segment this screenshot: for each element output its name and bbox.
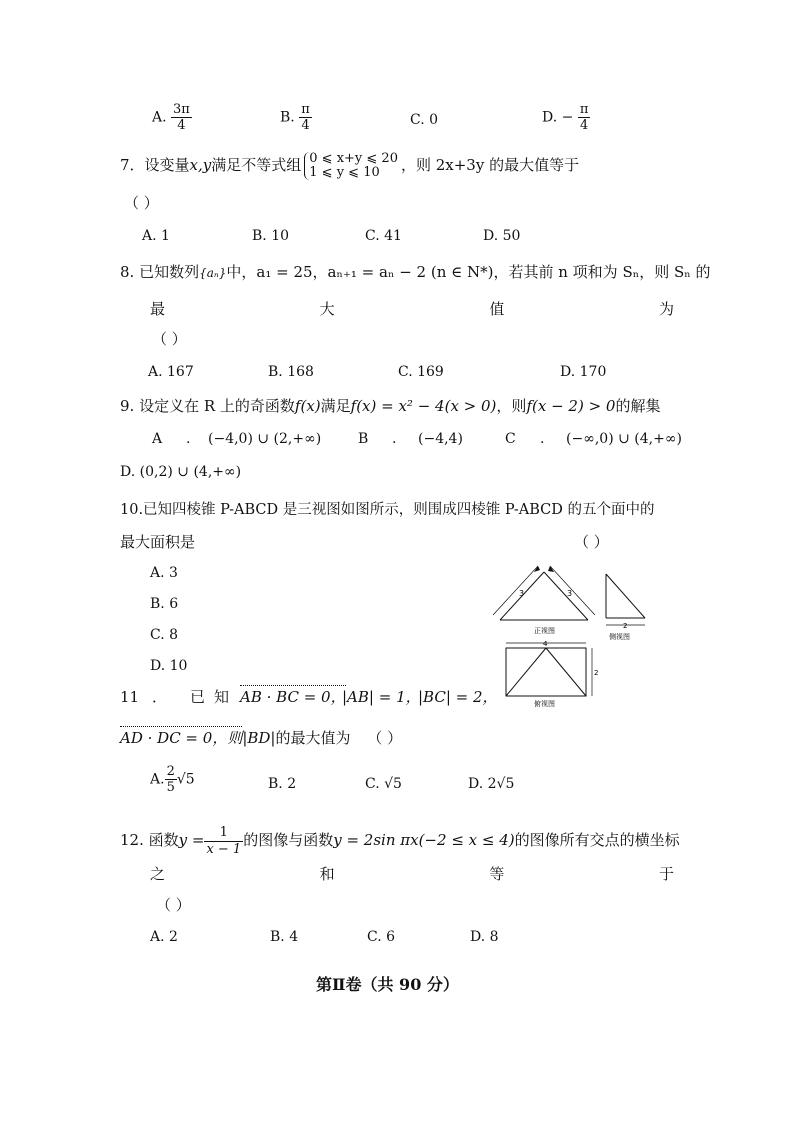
q11-dot: ． xyxy=(152,688,168,706)
q7-stem xyxy=(120,152,579,180)
q6-option-a xyxy=(152,102,192,133)
q11-number: 11 xyxy=(120,688,140,706)
top-dim-2: 2 xyxy=(594,669,599,677)
q8-sequence: {aₙ} xyxy=(199,266,227,280)
q11-option-a xyxy=(150,764,195,795)
q6-option-d-num: π xyxy=(579,102,589,117)
q9-option-c-dot: . xyxy=(540,431,545,447)
q6-option-a-fraction xyxy=(171,102,192,133)
q12-func-den: x − 1 xyxy=(206,841,242,857)
q12-stem-post: 的图像所有交点的横坐标 xyxy=(514,831,680,849)
q9-stem-post: 的解集 xyxy=(615,397,661,415)
q11-option-a-den: 5 xyxy=(166,780,175,795)
q7-stem-mid: 满足不等式组 xyxy=(211,156,302,174)
front-dim-3-right: 3 xyxy=(567,589,573,598)
q8-stem xyxy=(120,262,711,283)
q12-func-lhs: y = xyxy=(178,831,205,849)
q11-option-c: C. √5 xyxy=(365,776,402,792)
q12-word-2: 和 xyxy=(319,865,335,883)
q11-option-a-letter: A. xyxy=(150,771,165,788)
q6-option-b-fraction xyxy=(299,102,312,133)
q7-option-b: B. 10 xyxy=(252,228,290,244)
q6-option-b-num: π xyxy=(301,102,310,117)
q11-cond-3: |BC| = 2， xyxy=(418,688,498,706)
q10-three-view-figure xyxy=(490,560,660,710)
q12-stem xyxy=(120,818,680,862)
q7-bracket: （ ） xyxy=(124,194,159,212)
q9-option-a: (−4,0) ∪ (2,+∞) xyxy=(208,431,322,447)
q12-spread-line xyxy=(150,864,674,884)
q8-word-2: 大 xyxy=(319,300,335,318)
q11-options xyxy=(0,764,794,804)
q7-option-c: C. 41 xyxy=(365,228,402,244)
q11-option-b: B. 2 xyxy=(268,776,297,792)
q10-option-a: A. 3 xyxy=(150,565,178,581)
q11-yi: 已 xyxy=(190,688,206,706)
q11-target: |BD| xyxy=(242,729,276,747)
q12-option-b: B. 4 xyxy=(270,929,299,945)
q10-stem-line-1: 10.已知四棱锥 P-ABCD 是三视图如图所示，则围成四棱锥 P-ABCD 的五个面中的 xyxy=(120,502,655,518)
q7-option-a: A. 1 xyxy=(142,228,170,244)
q6-option-a-den: 4 xyxy=(177,118,186,133)
q7-option-d: D. 50 xyxy=(483,228,521,244)
q8-word-3: 值 xyxy=(489,300,505,318)
q9-option-b-dot: . xyxy=(392,431,397,447)
q8-stem-cond: 中，a₁ = 25，aₙ₊₁ = aₙ − 2 (n ∈ N*)，若其前 n 项和为 Sₙ，则 Sₙ 的 xyxy=(226,263,711,281)
q8-bracket: （ ） xyxy=(152,330,187,348)
top-view-label: 俯视图 xyxy=(534,700,555,708)
q7-inequality-system xyxy=(304,152,398,180)
q9-option-a-letter: A xyxy=(152,431,163,447)
q10-stem-line-2: 最大面积是 xyxy=(120,533,196,551)
q6-option-d-sign: − xyxy=(561,109,574,126)
q6-options xyxy=(0,102,794,142)
q11-option-a-root: √5 xyxy=(176,771,195,788)
q12-func-fraction xyxy=(204,825,243,858)
q9-option-c-letter: C xyxy=(505,431,516,447)
q12-word-3: 等 xyxy=(489,865,505,883)
q8-word-4: 为 xyxy=(658,300,674,318)
q6-option-b-den: 4 xyxy=(301,118,310,133)
q7-ineq-1: 0 ⩽ x+y ⩽ 20 xyxy=(309,151,398,166)
q11-cond-1: AB · BC = 0， xyxy=(240,688,346,706)
q10-option-c: C. 8 xyxy=(150,627,179,643)
q12-option-d: D. 8 xyxy=(470,929,499,945)
front-dim-3-left: 3 xyxy=(519,589,525,598)
q9-option-b-letter: B xyxy=(358,431,369,447)
q8-option-b: B. 168 xyxy=(268,364,314,380)
q11-option-a-num: 2 xyxy=(166,764,175,779)
q11-stem-post: 的最大值为 xyxy=(275,729,351,747)
q9-option-d: D. (0,2) ∪ (4,+∞) xyxy=(120,464,242,480)
q7-vars: x,y xyxy=(189,156,212,174)
q11-option-a-fraction xyxy=(165,764,177,795)
q9-condition: f(x) = x² − 4(x > 0) xyxy=(350,397,497,415)
q9-inequality: f(x − 2) > 0 xyxy=(526,397,616,415)
q8-stem-pre: 8. 已知数列 xyxy=(120,263,200,281)
q8-option-a: A. 167 xyxy=(148,364,194,380)
side-view-label: 侧视图 xyxy=(609,633,630,641)
q9-stem-mid2: ，则 xyxy=(496,397,527,415)
q6-option-c-letter: C. xyxy=(410,112,425,128)
q12-bracket: （ ） xyxy=(156,896,191,914)
q11-stem-line-2 xyxy=(120,728,402,748)
q11-option-d: D. 2√5 xyxy=(468,776,515,792)
q9-option-a-dot: . xyxy=(186,431,191,447)
q9-option-c: (−∞,0) ∪ (4,+∞) xyxy=(566,431,682,447)
q12-func-num: 1 xyxy=(204,825,243,842)
q6-option-b xyxy=(280,102,312,133)
q11-cond-2: |AB| = 1， xyxy=(342,688,421,706)
q8-option-c: C. 169 xyxy=(398,364,444,380)
q12-option-c: C. 6 xyxy=(367,929,396,945)
q8-word-1: 最 xyxy=(150,300,166,318)
q6-option-d-fraction xyxy=(578,102,591,133)
q9-option-b: (−4,4) xyxy=(418,431,463,447)
q8-option-d: D. 170 xyxy=(560,364,607,380)
q9-fx: f(x) xyxy=(294,397,321,415)
front-view xyxy=(493,566,595,635)
q6-option-d-letter: D. xyxy=(542,109,558,126)
q6-option-d xyxy=(542,102,590,133)
q12-word-4: 于 xyxy=(658,865,674,883)
q7-stem-post: ，则 2x+3y 的最大值等于 xyxy=(400,156,580,174)
q7-ineq-2: 1 ⩽ y ⩽ 10 xyxy=(309,165,380,180)
q8-spread-line xyxy=(150,299,674,319)
q9-stem xyxy=(120,396,660,416)
q6-option-c xyxy=(410,110,438,130)
front-view-label: 正视图 xyxy=(534,627,555,635)
q6-option-c-value: 0 xyxy=(429,112,439,128)
q6-option-a-letter: A. xyxy=(152,109,167,126)
section-title: 第Ⅱ卷（共 90 分） xyxy=(316,975,459,994)
q11-zhi: 知 xyxy=(214,688,230,706)
q11-cond-4: AD · DC = 0，则 xyxy=(120,729,243,747)
q10-option-b: B. 6 xyxy=(150,596,179,612)
q12-stem-pre: 12. 函数 xyxy=(120,831,179,849)
q6-option-b-letter: B. xyxy=(280,109,295,126)
q9-stem-mid: 满足 xyxy=(320,397,351,415)
side-dim-2: 2 xyxy=(623,622,628,630)
q12-option-a: A. 2 xyxy=(150,929,178,945)
q10-option-d: D. 10 xyxy=(150,658,188,674)
q12-stem-mid: 的图像与函数 xyxy=(243,831,334,849)
side-view xyxy=(606,574,645,641)
q11-bracket: （ ） xyxy=(367,729,403,747)
q6-option-a-num: 3π xyxy=(173,102,190,117)
top-dim-4: 4 xyxy=(543,640,548,648)
q10-bracket: （ ） xyxy=(574,533,609,551)
q7-stem-pre: 7．设变量 xyxy=(120,156,190,174)
q9-stem-pre: 9. 设定义在 R 上的奇函数 xyxy=(120,397,295,415)
q12-func-2: y = 2sin πx(−2 ≤ x ≤ 4) xyxy=(333,831,515,849)
top-view xyxy=(506,640,598,708)
q12-word-1: 之 xyxy=(150,865,166,883)
q6-option-d-den: 4 xyxy=(579,118,589,133)
